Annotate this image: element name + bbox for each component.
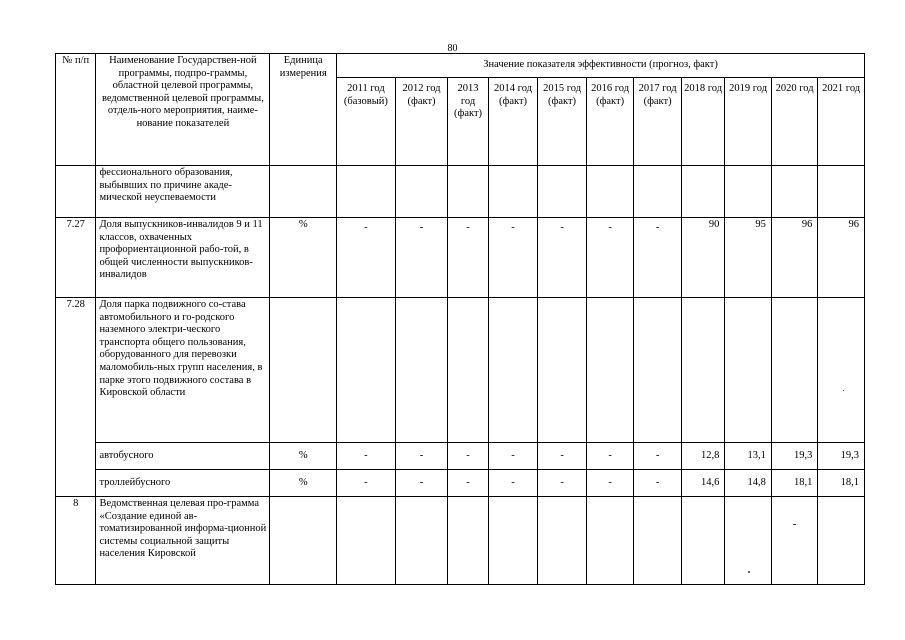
value-cell: 90 (681, 218, 724, 298)
value-cell: - (448, 218, 488, 298)
value-cell: - (488, 443, 538, 470)
value-cell: - (337, 218, 396, 298)
value-cell: 14,8 (725, 470, 772, 497)
table-row (56, 470, 865, 497)
value-cell: 14,6 (681, 470, 724, 497)
row-name: троллейбусного (96, 470, 270, 497)
value-cell: - (634, 470, 682, 497)
value-cell: - (538, 443, 587, 470)
value-cell: 18,1 (818, 470, 865, 497)
value-cell: 96 (818, 218, 865, 298)
value-cell: 18,1 (771, 470, 818, 497)
row-number: 8 (56, 497, 96, 585)
row-name: Доля выпускников-инвалидов 9 и 11 классов, охваченных профориентационной рабо-той, в общей численности выпускников-инвалидов (96, 218, 270, 298)
value-cell: - (448, 443, 488, 470)
value-cell: - (488, 218, 538, 298)
header-row-1 (56, 54, 865, 78)
year-header: 2012 год (факт) (395, 78, 448, 166)
indicators-table (55, 53, 865, 585)
year-header: 2021 год (818, 78, 865, 166)
header-values: Значение показателя эффективности (прогноз, факт) (337, 54, 865, 78)
value-cell: 96 (771, 218, 818, 298)
scan-speck (748, 571, 750, 573)
value-cell: - (337, 470, 396, 497)
table-row (56, 218, 865, 298)
year-header: 2011 год (базовый) (337, 78, 396, 166)
row-number: 7.28 (56, 298, 96, 497)
header-name: Наименование Государствен-ной программы, подпро-граммы, областной целевой программы, ведомственной целевой программы, отдель-ного мероприятия, наиме-нование показателей (96, 54, 270, 166)
header-number: № п/п (56, 54, 96, 166)
row-name: Доля парка подвижного со-става автомобильного и го-родского наземного электри-ческого транспорта общего пользования, оборудованного для перевозки маломобиль-ных групп населения, в парке этого подвижного состава в Кировской области (96, 298, 270, 443)
value-cell: 95 (725, 218, 772, 298)
value-cell: 13,1 (725, 443, 772, 470)
row-unit: % (270, 218, 337, 298)
table-row (56, 443, 865, 470)
scan-speck (843, 390, 844, 391)
value-cell: - (634, 218, 682, 298)
year-header: 2016 год (факт) (586, 78, 634, 166)
header-unit: Единица измерения (270, 54, 337, 166)
row-unit: % (270, 443, 337, 470)
value-cell: - (337, 443, 396, 470)
page-number: 80 (447, 43, 458, 54)
year-header: 2020 год (771, 78, 818, 166)
row-unit: % (270, 470, 337, 497)
value-cell: - (538, 218, 587, 298)
value-cell: - (488, 470, 538, 497)
year-header: 2015 год (факт) (538, 78, 587, 166)
value-cell: - (586, 443, 634, 470)
value-cell: 19,3 (771, 443, 818, 470)
value-cell: - (586, 218, 634, 298)
year-header: 2017 год (факт) (634, 78, 682, 166)
year-header: 2018 год (681, 78, 724, 166)
row-name: Ведомственная целевая про-грамма «Создание единой ав-томатизированной информа-ционной системы социальной защиты населения Кировской (96, 497, 270, 585)
value-cell: - (395, 218, 448, 298)
year-header: 2019 год (725, 78, 772, 166)
row-name: автобусного (96, 443, 270, 470)
value-cell: - (395, 443, 448, 470)
table-row (56, 497, 865, 585)
value-cell: - (448, 470, 488, 497)
value-cell: - (586, 470, 634, 497)
value-cell: 19,3 (818, 443, 865, 470)
year-header: 2014 год (факт) (488, 78, 538, 166)
table-row (56, 166, 865, 218)
value-cell: - (538, 470, 587, 497)
row-number: 7.27 (56, 218, 96, 298)
stray-mark: - (771, 497, 818, 585)
year-header: 2013 год (факт) (448, 78, 488, 166)
value-cell: 12,8 (681, 443, 724, 470)
table-row (56, 298, 865, 443)
row-name: фессионального образования, выбывших по причине акаде-мической неуспеваемости (96, 166, 270, 218)
value-cell: - (395, 470, 448, 497)
value-cell: - (634, 443, 682, 470)
